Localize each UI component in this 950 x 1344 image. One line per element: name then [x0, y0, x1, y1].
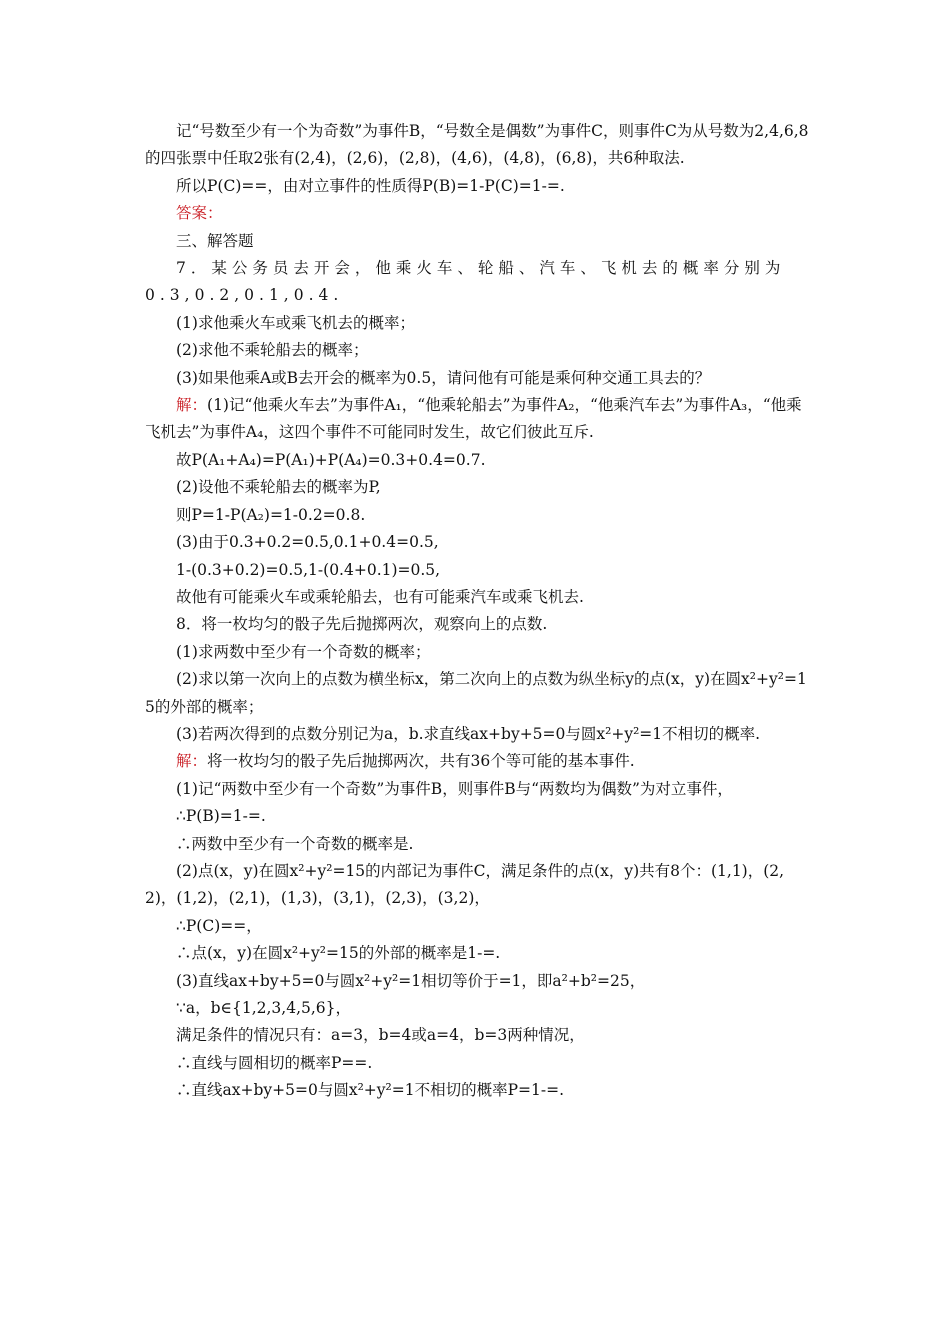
solution-7-intro: [145, 392, 810, 447]
answer-label-line: [145, 200, 810, 227]
text: (1)记“他乘火车去”为事件A₁，“他乘轮船去”为事件A₂，“他乘汽车去”为事件A₃，“他乘飞机去”为事件A₄，这四个事件不可能同时发生，故它们彼此互斥.: [145, 396, 802, 442]
text: 7．某公务员去开会，他乘火车、轮船、汽车、飞机去的概率分别为0.3,0.2,0.1,0.4.: [145, 259, 786, 305]
text: 将一枚均匀的骰子先后抛掷两次，共有36个等可能的基本事件.: [207, 752, 635, 771]
text: (2)点(x，y)在圆x²+y²=15的内部记为事件C，满足条件的点(x，y)共有8个：(1,1)，(2,2)，(1,2)，(2,1)，(1,3)，(3,1)，(2,3)，(3,2)，: [145, 861, 785, 908]
text: (1)求他乘火车或乘飞机去的概率；: [176, 313, 415, 332]
text: ∴直线与圆相切的概率P==.: [176, 1053, 373, 1072]
text: ∴两数中至少有一个奇数的概率是.: [176, 834, 414, 853]
text: 8．将一枚均匀的骰子先后抛掷两次，观察向上的点数.: [176, 615, 548, 634]
problem-8-part-2: [145, 666, 810, 721]
text: 记“号数至少有一个为奇数”为事件B，“号数全是偶数”为事件C，则事件C为从号数为2,4,6,8的四张票中任取2张有(2,4)，(2,6)，(2,8)，(4,6)，(4,8)，(6,8)，共6种取法.: [145, 122, 809, 168]
paragraph-event-definition: [145, 118, 810, 173]
problem-7-part-3: [145, 365, 810, 392]
text: (2)求以第一次向上的点数为横坐标x，第二次向上的点数为纵坐标y的点(x，y)在圆x²+y²=15的外部的概率；: [145, 670, 807, 716]
document-body: [145, 118, 810, 1105]
problem-8-part-3: [145, 721, 810, 748]
solution-8-line: [145, 831, 810, 858]
text: (3)直线ax+by+5=0与圆x²+y²=1相切等价于=1，即a²+b²=25，: [176, 971, 646, 990]
solution-7-line: [145, 447, 810, 474]
section-heading: [145, 228, 810, 255]
text: ∴P(C)==，: [176, 916, 262, 935]
solution-8-conclusion: [145, 1077, 810, 1104]
solution-7-line: [145, 474, 810, 501]
text: 所以P(C)==，由对立事件的性质得P(B)=1-P(C)=1-=.: [176, 176, 565, 195]
solution-8-line: [145, 913, 810, 940]
text: 满足条件的情况只有：a=3，b=4或a=4，b=3两种情况，: [176, 1026, 585, 1045]
solution-8-line: [145, 776, 810, 803]
solution-7-conclusion: [145, 584, 810, 611]
solution-8-line: [145, 995, 810, 1022]
solution-7-line: [145, 557, 810, 584]
text: 故P(A₁+A₄)=P(A₁)+P(A₄)=0.3+0.4=0.7.: [176, 450, 486, 469]
solution-8-line: [145, 940, 810, 967]
problem-7-part-2: [145, 337, 810, 364]
text: (1)求两数中至少有一个奇数的概率；: [176, 642, 431, 661]
text: 故他有可能乘火车或乘轮船去，也有可能乘汽车或乘飞机去.: [176, 587, 584, 606]
problem-8-statement: [145, 611, 810, 638]
solution-8-line: [145, 803, 810, 830]
text: ∵a，b∈{1,2,3,4,5,6}，: [176, 999, 352, 1017]
text: ∴点(x，y)在圆x²+y²=15的外部的概率是1-=.: [176, 944, 501, 963]
text: ∴P(B)=1-=.: [176, 807, 266, 826]
solution-7-line: [145, 502, 810, 529]
text: ∴直线ax+by+5=0与圆x²+y²=1不相切的概率P=1-=.: [176, 1081, 565, 1100]
text: (1)记“两数中至少有一个奇数”为事件B，则事件B与“两数均为偶数”为对立事件，: [176, 779, 733, 798]
text: (3)由于0.3+0.2=0.5,0.1+0.4=0.5,: [176, 533, 439, 552]
solution-8-line: [145, 968, 810, 995]
text: 三、解答题: [176, 231, 254, 250]
solution-8-line: [145, 1022, 810, 1049]
text: (3)如果他乘A或B去开会的概率为0.5，请问他有可能是乘何种交通工具去的？: [176, 368, 711, 387]
problem-8-part-1: [145, 639, 810, 666]
answer-label: 答案：: [176, 204, 223, 223]
solution-8-line: [145, 858, 810, 913]
solution-7-line: [145, 529, 810, 556]
solution-label: 解：: [176, 752, 208, 771]
text: (2)求他不乘轮船去的概率；: [176, 341, 369, 360]
paragraph-probability-result: [145, 173, 810, 200]
problem-7-part-1: [145, 310, 810, 337]
text: (2)设他不乘轮船去的概率为P,: [176, 478, 381, 497]
solution-8-line: [145, 1050, 810, 1077]
solution-label: 解：: [176, 396, 208, 415]
problem-7-statement: [145, 255, 810, 310]
solution-8-intro: [145, 748, 810, 775]
text: 1-(0.3+0.2)=0.5,1-(0.4+0.1)=0.5,: [176, 560, 441, 579]
text: (3)若两次得到的点数分别记为a，b.求直线ax+by+5=0与圆x²+y²=1不相切的概率.: [176, 724, 761, 743]
text: 则P=1-P(A₂)=1-0.2=0.8.: [176, 505, 366, 524]
